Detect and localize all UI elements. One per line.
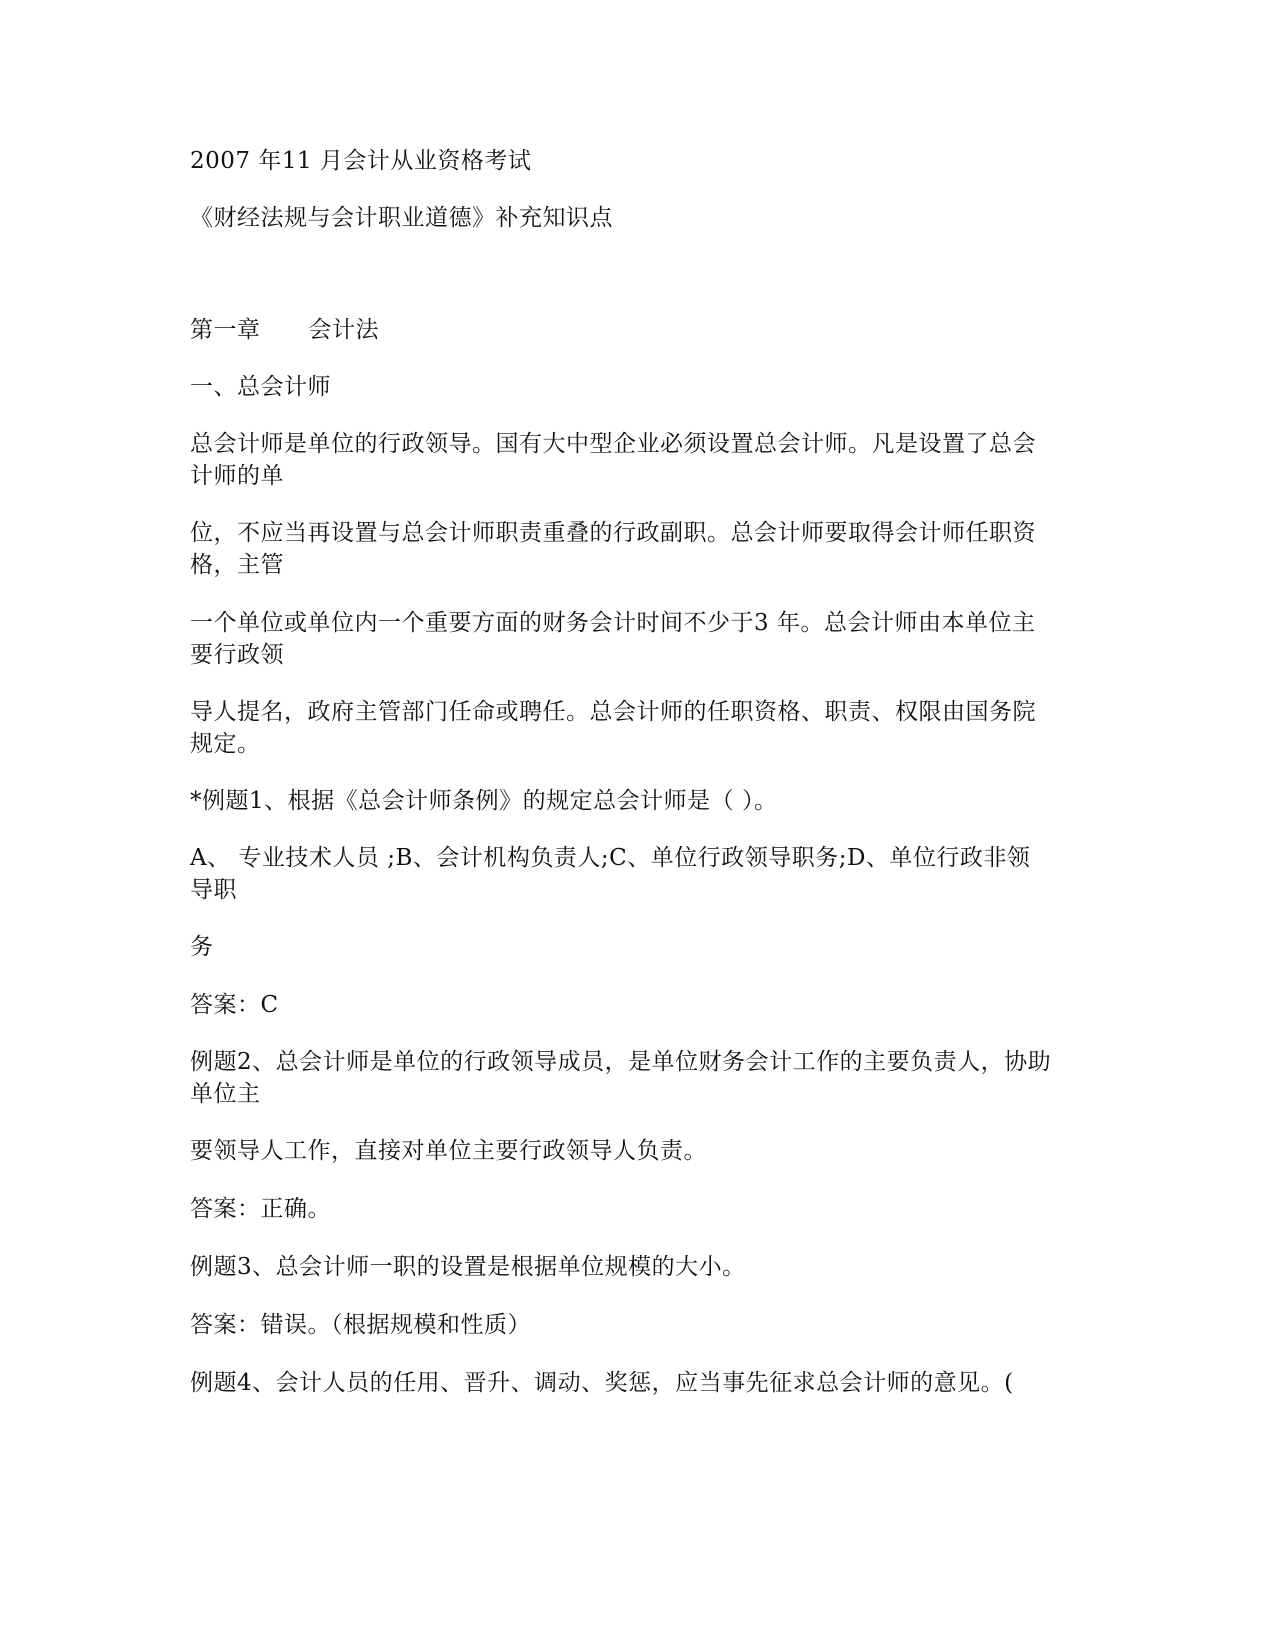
- example-1-options-line-3: 务: [190, 934, 214, 960]
- paragraph-3-line-2: 要行政领: [190, 642, 284, 668]
- document-subtitle: 《财经法规与会计职业道德》补充知识点: [190, 205, 613, 231]
- example-2-question-line-2: 单位主: [190, 1081, 261, 1107]
- example-2-answer: 答案：正确。: [190, 1196, 331, 1222]
- chapter-number: 第一章: [190, 317, 261, 343]
- example-1-answer: 答案：C: [190, 992, 279, 1018]
- section-heading: 一、总会计师: [190, 374, 331, 400]
- document-title: 2007 年11 月会计从业资格考试: [190, 148, 532, 174]
- paragraph-2-line-2: 格，主管: [190, 552, 284, 578]
- paragraph-1-line-2: 计师的单: [190, 463, 284, 489]
- chapter-name: 会计法: [308, 317, 379, 343]
- example-1-options-line-2: 导职: [190, 877, 237, 903]
- chapter-heading: [190, 314, 1090, 346]
- paragraph-4-line-2: 规定。: [190, 731, 261, 757]
- paragraph-1-line-1: 总会计师是单位的行政领导。国有大中型企业必须设置总会计师。凡是设置了总会: [190, 431, 1036, 457]
- example-3-question: 例题3、总会计师一职的设置是根据单位规模的大小。: [190, 1254, 746, 1280]
- example-4-question: 例题4、会计人员的任用、晋升、调动、奖惩，应当事先征求总会计师的意见。(: [190, 1370, 1014, 1396]
- paragraph-4-line-1: 导人提名，政府主管部门任命或聘任。总会计师的任职资格、职责、权限由国务院: [190, 699, 1036, 725]
- example-2-question-line-3: 要领导人工作，直接对单位主要行政领导人负责。: [190, 1138, 707, 1164]
- example-1-options-line-1: A、 专业技术人员 ;B、会计机构负责人;C、单位行政领导职务;D、单位行政非领: [190, 845, 1031, 871]
- example-1-question: *例题1、根据《总会计师条例》的规定总会计师是（ ）。: [190, 788, 778, 814]
- paragraph-3-line-1: 一个单位或单位内一个重要方面的财务会计时间不少于3 年。总会计师由本单位主: [190, 610, 1036, 636]
- paragraph-2-line-1: 位，不应当再设置与总会计师职责重叠的行政副职。总会计师要取得会计师任职资: [190, 520, 1036, 546]
- example-2-question-line-1: 例题2、总会计师是单位的行政领导成员，是单位财务会计工作的主要负责人，协助: [190, 1049, 1052, 1075]
- example-3-answer: 答案：错误。（根据规模和性质）: [190, 1312, 531, 1338]
